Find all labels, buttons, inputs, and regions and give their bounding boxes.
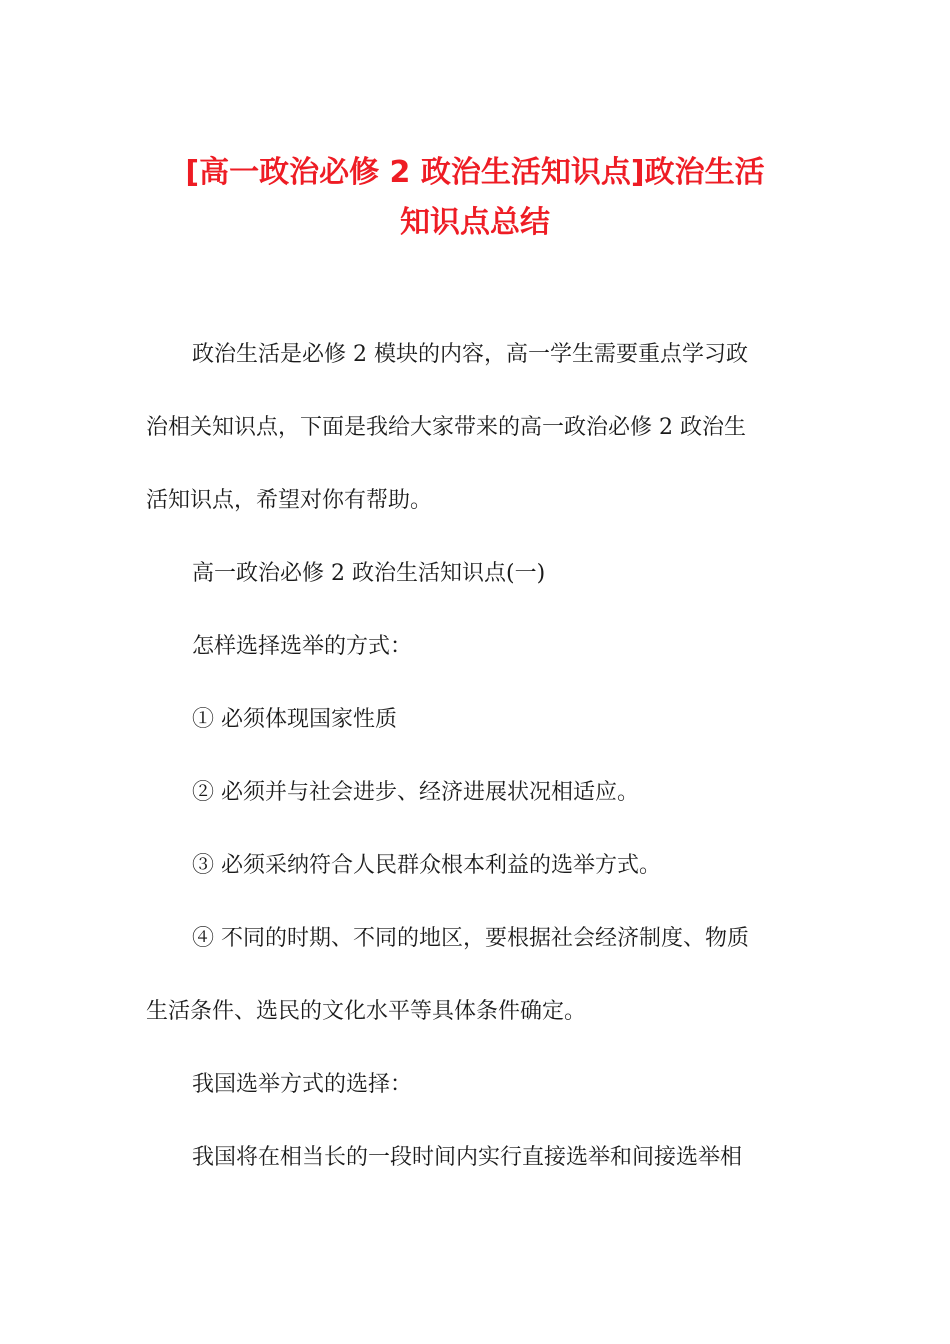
list-item-4-line-1: ④ 不同的时期、不同的地区，要根据社会经济制度、物质 bbox=[192, 926, 749, 951]
question-heading: 怎样选择选举的方式： bbox=[192, 634, 413, 659]
section-heading: 高一政治必修 2 政治生活知识点(一) bbox=[192, 561, 546, 586]
title-line-1: [高一政治必修 2 政治生活知识点]政治生活 bbox=[185, 155, 765, 190]
closing-paragraph-line-1: 我国将在相当长的一段时间内实行直接选举和间接选举相 bbox=[192, 1145, 743, 1170]
intro-paragraph-line-1: 政治生活是必修 2 模块的内容，高一学生需要重点学习政 bbox=[192, 342, 748, 367]
document-body bbox=[146, 330, 806, 1206]
list-item-2: ② 必须并与社会进步、经济进展状况相适应。 bbox=[192, 780, 639, 805]
intro-paragraph-line-3: 活知识点，希望对你有帮助。 bbox=[146, 488, 433, 513]
intro-paragraph-line-2: 治相关知识点，下面是我给大家带来的高一政治必修 2 政治生 bbox=[146, 415, 746, 440]
list-item-1: ① 必须体现国家性质 bbox=[192, 707, 397, 732]
subheading-election-choice: 我国选举方式的选择： bbox=[192, 1072, 413, 1097]
list-item-3: ③ 必须采纳符合人民群众根本利益的选举方式。 bbox=[192, 853, 661, 878]
document-title bbox=[140, 148, 810, 248]
list-item-4-line-2: 生活条件、选民的文化水平等具体条件确定。 bbox=[146, 999, 587, 1024]
title-line-2: 知识点总结 bbox=[400, 205, 550, 240]
